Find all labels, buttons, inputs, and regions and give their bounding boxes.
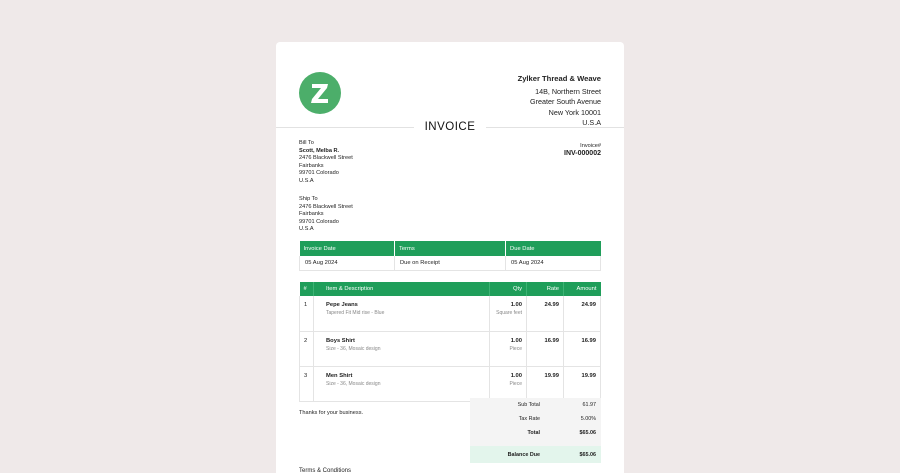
total-value: $65.06 — [579, 430, 596, 436]
invoice-number: INV-000002 — [564, 150, 601, 157]
company-address-line: Greater South Avenue — [530, 97, 601, 106]
total-row — [470, 426, 601, 440]
due-date-value: 05 Aug 2024 — [506, 256, 601, 270]
bill-to-block — [299, 140, 353, 186]
balance-label: Balance Due — [507, 451, 540, 458]
item-description: Size - 36, Mosaic design — [326, 345, 381, 352]
item-description: Size - 36, Mosaic design — [326, 380, 381, 387]
row-amount: 16.99 — [564, 331, 601, 366]
row-number: 2 — [300, 331, 314, 366]
bill-to-line: 99701 Colorado — [299, 170, 339, 177]
total-label: Total — [527, 430, 540, 436]
col-qty-header: Qty — [490, 282, 527, 296]
qty-value: 1.00 — [510, 372, 522, 379]
bill-to-line: Fairbanks — [299, 162, 324, 169]
ship-to-line: 99701 Colorado — [299, 218, 339, 225]
ship-to-block — [299, 196, 353, 234]
row-number: 3 — [300, 366, 314, 401]
invoice-title: INVOICE — [414, 121, 486, 133]
qty-unit: Piece — [509, 380, 522, 387]
bill-to-line: U.S.A — [299, 177, 314, 184]
row-qty — [490, 366, 527, 401]
item-description: Tapered Fit Mid rise - Blue — [326, 310, 385, 316]
row-number: 1 — [300, 296, 314, 331]
company-address-line: U.S.A — [582, 118, 601, 127]
qty-unit: Square feet — [496, 310, 522, 316]
table-row — [300, 366, 601, 401]
col-item-header: Item & Description — [314, 282, 490, 296]
sub-total-label: Sub Total — [517, 402, 540, 408]
row-item — [314, 331, 490, 366]
bill-to-line: 2476 Blackwell Street — [299, 155, 353, 162]
sub-total-value: 61.97 — [582, 402, 596, 408]
ship-to-label: Ship To — [299, 196, 318, 202]
qty-unit: Piece — [509, 345, 522, 352]
col-number-header: # — [300, 282, 314, 296]
table-row — [300, 331, 601, 366]
row-item — [314, 296, 490, 331]
row-amount: 19.99 — [564, 366, 601, 401]
row-rate: 19.99 — [527, 366, 564, 401]
table-row — [300, 296, 601, 331]
balance-value: $65.06 — [579, 451, 596, 458]
col-amount-header: Amount — [564, 282, 601, 296]
item-name: Men Shirt — [326, 372, 353, 379]
company-address-line: New York 10001 — [548, 107, 601, 117]
terms-header: Terms — [394, 241, 505, 256]
row-qty — [490, 331, 527, 366]
company-address-line: 14B, Northern Street — [535, 86, 601, 96]
tax-label: Tax Rate — [518, 416, 540, 422]
row-item — [314, 366, 490, 401]
sub-total-row — [470, 398, 601, 412]
item-name: Pepe Jeans — [326, 302, 358, 308]
dates-table — [299, 241, 601, 271]
company-block — [518, 74, 601, 129]
row-rate: 16.99 — [527, 331, 564, 366]
invoice-date-header: Invoice Date — [300, 241, 395, 256]
terms-heading: Terms & Conditions — [299, 468, 352, 473]
bill-to-label: Bill To — [299, 140, 314, 146]
tax-value: 5.00% — [580, 416, 596, 422]
due-date-header: Due Date — [506, 241, 601, 256]
invoice-number-label: Invoice# — [580, 143, 601, 149]
bill-to-name: Scott, Melba R. — [299, 147, 340, 154]
ship-to-line: Fairbanks — [299, 211, 324, 218]
company-name: Zylker Thread & Weave — [517, 74, 601, 83]
row-rate: 24.99 — [527, 296, 564, 331]
row-qty — [490, 296, 527, 331]
thanks-note: Thanks for your business. — [299, 410, 364, 416]
item-name: Boys Shirt — [326, 337, 355, 344]
tax-row — [470, 412, 601, 426]
invoice-date-value: 05 Aug 2024 — [300, 256, 395, 270]
invoice-paper — [276, 42, 624, 473]
invoice-number-block — [564, 142, 601, 158]
ship-to-line: U.S.A — [299, 226, 314, 233]
col-rate-header: Rate — [527, 282, 564, 296]
qty-value: 1.00 — [510, 337, 522, 344]
balance-row — [470, 446, 601, 463]
qty-value: 1.00 — [510, 302, 522, 308]
items-table — [299, 282, 601, 402]
logo-z-icon — [299, 72, 341, 114]
terms-value: Due on Receipt — [394, 256, 505, 270]
row-amount: 24.99 — [564, 296, 601, 331]
totals-block — [470, 398, 601, 463]
company-logo — [299, 72, 341, 114]
ship-to-line: 2476 Blackwell Street — [299, 203, 353, 210]
